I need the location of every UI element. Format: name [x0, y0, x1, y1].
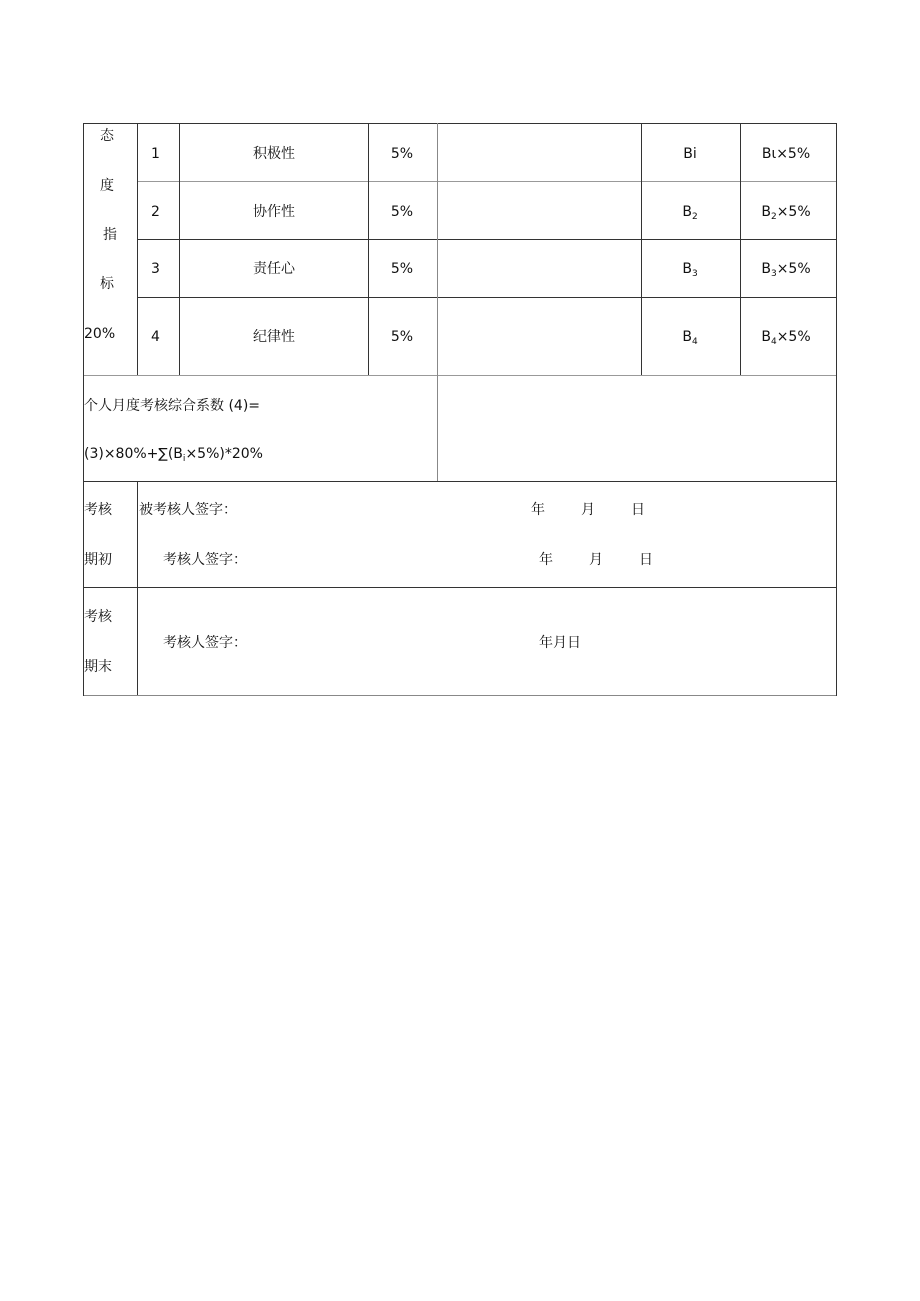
row-item: 协作性	[253, 204, 295, 220]
row-result: $B_4\times 5\%$	[761, 329, 811, 347]
row-score: $B_2$	[682, 204, 698, 222]
row-weight: 5%	[390, 261, 414, 277]
formula-line1: 个人月度考核综合系数 (4)=	[84, 398, 261, 414]
row-result: $B_2\times 5\%$	[761, 204, 811, 222]
month-label: 月	[589, 552, 603, 568]
attitude-label-char: 态	[100, 128, 114, 144]
row-number: 4	[151, 329, 160, 345]
year-label: 年	[531, 502, 545, 518]
row-item: 积极性	[253, 146, 295, 162]
end-label: 期末	[84, 659, 112, 675]
assessor-sign-label: 考核人签字：	[163, 635, 247, 651]
assessor-sign-label: 考核人签字：	[163, 552, 247, 568]
row-number: 1	[151, 146, 160, 162]
assessee-sign-label: 被考核人签字：	[139, 502, 237, 518]
attitude-label-char: 标	[100, 276, 114, 292]
day-label: 日	[631, 502, 645, 518]
start-label: 考核	[84, 502, 112, 518]
row-score: $B_3$	[682, 261, 698, 279]
row-score: $B_4$	[682, 329, 698, 347]
row-number: 3	[151, 261, 160, 277]
row-weight: 5%	[390, 204, 414, 220]
formula-line2: $(3)\times 80\%+\sum(B_i\times 5\%)*20\%$	[84, 446, 263, 464]
attitude-label-char: 指	[103, 227, 117, 243]
date-label: 年月日	[539, 635, 581, 651]
row-weight: 5%	[390, 146, 414, 162]
attitude-label-char: 度	[100, 178, 114, 194]
row-item: 纪律性	[253, 329, 295, 345]
row-score: Bi	[683, 146, 697, 162]
end-label: 考核	[84, 609, 112, 625]
row-weight: 5%	[390, 329, 414, 345]
start-label: 期初	[84, 552, 112, 568]
year-label: 年	[539, 552, 553, 568]
month-label: 月	[581, 502, 595, 518]
row-number: 2	[151, 204, 160, 220]
attitude-weight: 20%	[84, 326, 116, 342]
row-result: Bι×5%	[761, 146, 811, 162]
day-label: 日	[639, 552, 653, 568]
row-result: $B_3\times 5\%$	[761, 261, 811, 279]
row-item: 责任心	[253, 261, 295, 277]
